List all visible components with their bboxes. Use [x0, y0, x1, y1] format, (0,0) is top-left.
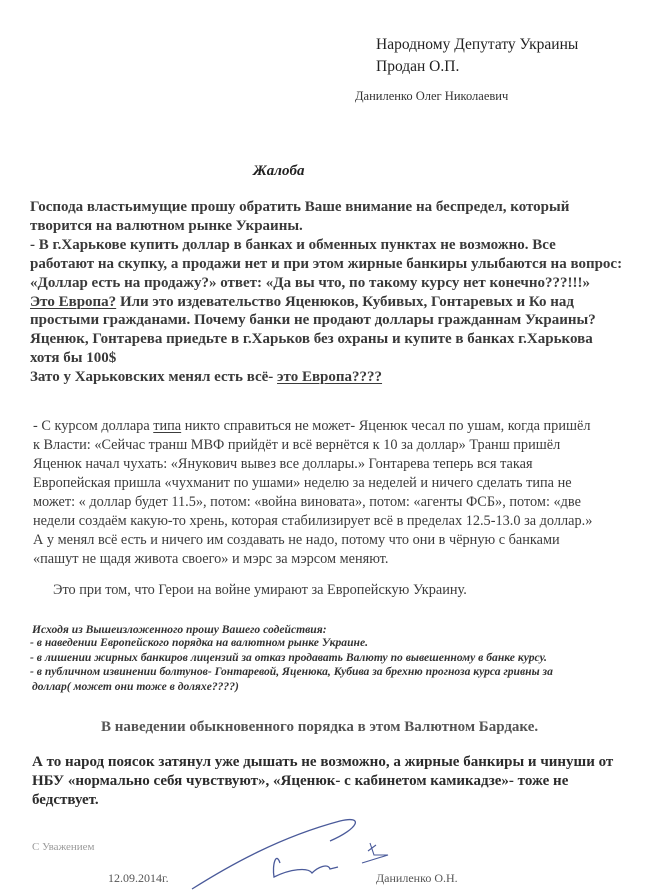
paragraph2-line: [33, 514, 592, 528]
text-segment: Или это издевательство Яценюков, Кубивых, Гонтаревых и Ко над: [116, 293, 574, 310]
regards: С Уважением: [32, 841, 95, 853]
request-item-continued: доллар( может они тоже в доляхе????): [32, 680, 239, 693]
request-item: - в лишении жирных банкиров лицензий за отказ продавать Валюту по вывешенному в банке курсу.: [30, 651, 547, 664]
sender-name: Даниленко Олег Николаевич: [355, 89, 509, 103]
paragraph1-line: [30, 295, 574, 310]
document-title: Жалоба: [253, 163, 305, 179]
text-segment: может: « доллар будет 11.5», потом: «война виновата», потом: «агенты ФСБ», потом: «две: [33, 494, 581, 510]
closing-paragraph-line: НБУ «нормально себя чувствуют», «Яценюк- с кабинетом камикадзе»- тоже не: [32, 773, 569, 789]
text-segment: Господа властьимущие прошу обратить Ваше внимание на беспредел, который: [30, 199, 570, 215]
text-segment: Яценюк, Гонтарева приедьте в г.Харьков без охраны и купите в банках г.Харькова: [30, 331, 593, 348]
underlined-text: это Европа????: [277, 369, 383, 386]
paragraph1-line: [30, 276, 590, 291]
paragraph1-line: [30, 370, 382, 385]
paragraph1-line: [30, 351, 116, 366]
paragraph1-line: [30, 332, 593, 347]
text-segment: - С курсом доллара: [33, 418, 154, 434]
closing-center-line: В наведении обыкновенного порядка в этом Валютном Бардаке.: [101, 719, 539, 735]
handwritten-signature: [190, 815, 410, 891]
text-segment: творится на валютном рынке Украины.: [30, 217, 303, 234]
closing-paragraph-line: бедствует.: [32, 792, 99, 808]
request-item: - в публичном извинении болтунов- Гонтаревой, Яценюка, Кубива за брехню прогноза курса гривны за: [30, 665, 553, 678]
paragraph2-line: [33, 419, 590, 433]
text-segment: никто справиться не может- Яценюк чесал по ушам, когда пришёл: [181, 418, 591, 434]
paragraph2-line: [33, 495, 581, 509]
paragraph1-line: [30, 200, 569, 215]
text-segment: работают на скупку, а продажи нет и при этом жирные банкиры улыбаются на вопрос:: [30, 255, 623, 272]
heroes-line: Это при том, что Герои на войне умирают за Европейскую Украину.: [53, 582, 467, 598]
paragraph2-line: [33, 476, 572, 490]
paragraph2-line: [33, 438, 560, 452]
underlined-text: типа: [153, 418, 182, 434]
text-segment: Европейская пришла «чухманит по ушами» неделю за неделей и ничего сделать типа не: [33, 475, 572, 491]
requests-intro: Исходя из Вышеизложенного прошу Вашего содействия:: [32, 623, 327, 636]
recipient-line-2: Продан О.П.: [376, 58, 460, 75]
date: 12.09.2014г.: [108, 871, 169, 885]
text-segment: - В г.Харькове купить доллар в банках и обменных пунктах не возможно. Все: [30, 236, 556, 253]
paragraph2-line: [33, 552, 388, 566]
text-segment: А у менял всё есть и ничего им создавать не надо, потому что они в чёрную с банками: [33, 532, 560, 548]
text-segment: простыми гражданами. Почему банки не продают доллары гражданнам Украины?: [30, 312, 596, 329]
request-item: - в наведении Европейского порядка на валютном рынке Украине.: [30, 636, 369, 649]
paragraph1-line: [30, 313, 596, 328]
text-segment: «пашут не щадя живота своего» и мэрс за мэрсом меняют.: [33, 551, 389, 567]
text-segment: к Власти: «Сейчас транш МВФ прийдёт и всё вернётся к 10 за доллар» Транш пришёл: [33, 437, 561, 453]
text-segment: Зато у Харьковских менял есть всё-: [30, 369, 278, 386]
underlined-text: Это Европа?: [30, 293, 117, 310]
text-segment: Яценюк начал чухать: «Янукович вывез все доллары.» Гонтарева теперь вся такая: [33, 456, 533, 472]
recipient-line-1: Народному Депутату Украины: [376, 36, 579, 53]
closing-paragraph-line: А то народ поясок затянул уже дышать не возможно, а жирные банкиры и чинуши от: [32, 754, 614, 770]
signatory-name: Даниленко О.Н.: [376, 871, 458, 885]
paragraph2-line: [33, 457, 533, 471]
paragraph2-line: [33, 533, 560, 547]
text-segment: недели создаём какую-то хрень, которая стабилизирует всё в пределах 12.5-13.0 за доллар.»: [33, 513, 593, 529]
paragraph1-line: [30, 257, 622, 272]
paragraph1-line: [30, 219, 303, 234]
text-segment: хотя бы 100$: [30, 350, 117, 367]
text-segment: «Доллар есть на продажу?» ответ: «Да вы что, по такому курсу нет конечно???!!!»: [30, 274, 590, 291]
paragraph1-line: [30, 238, 556, 253]
